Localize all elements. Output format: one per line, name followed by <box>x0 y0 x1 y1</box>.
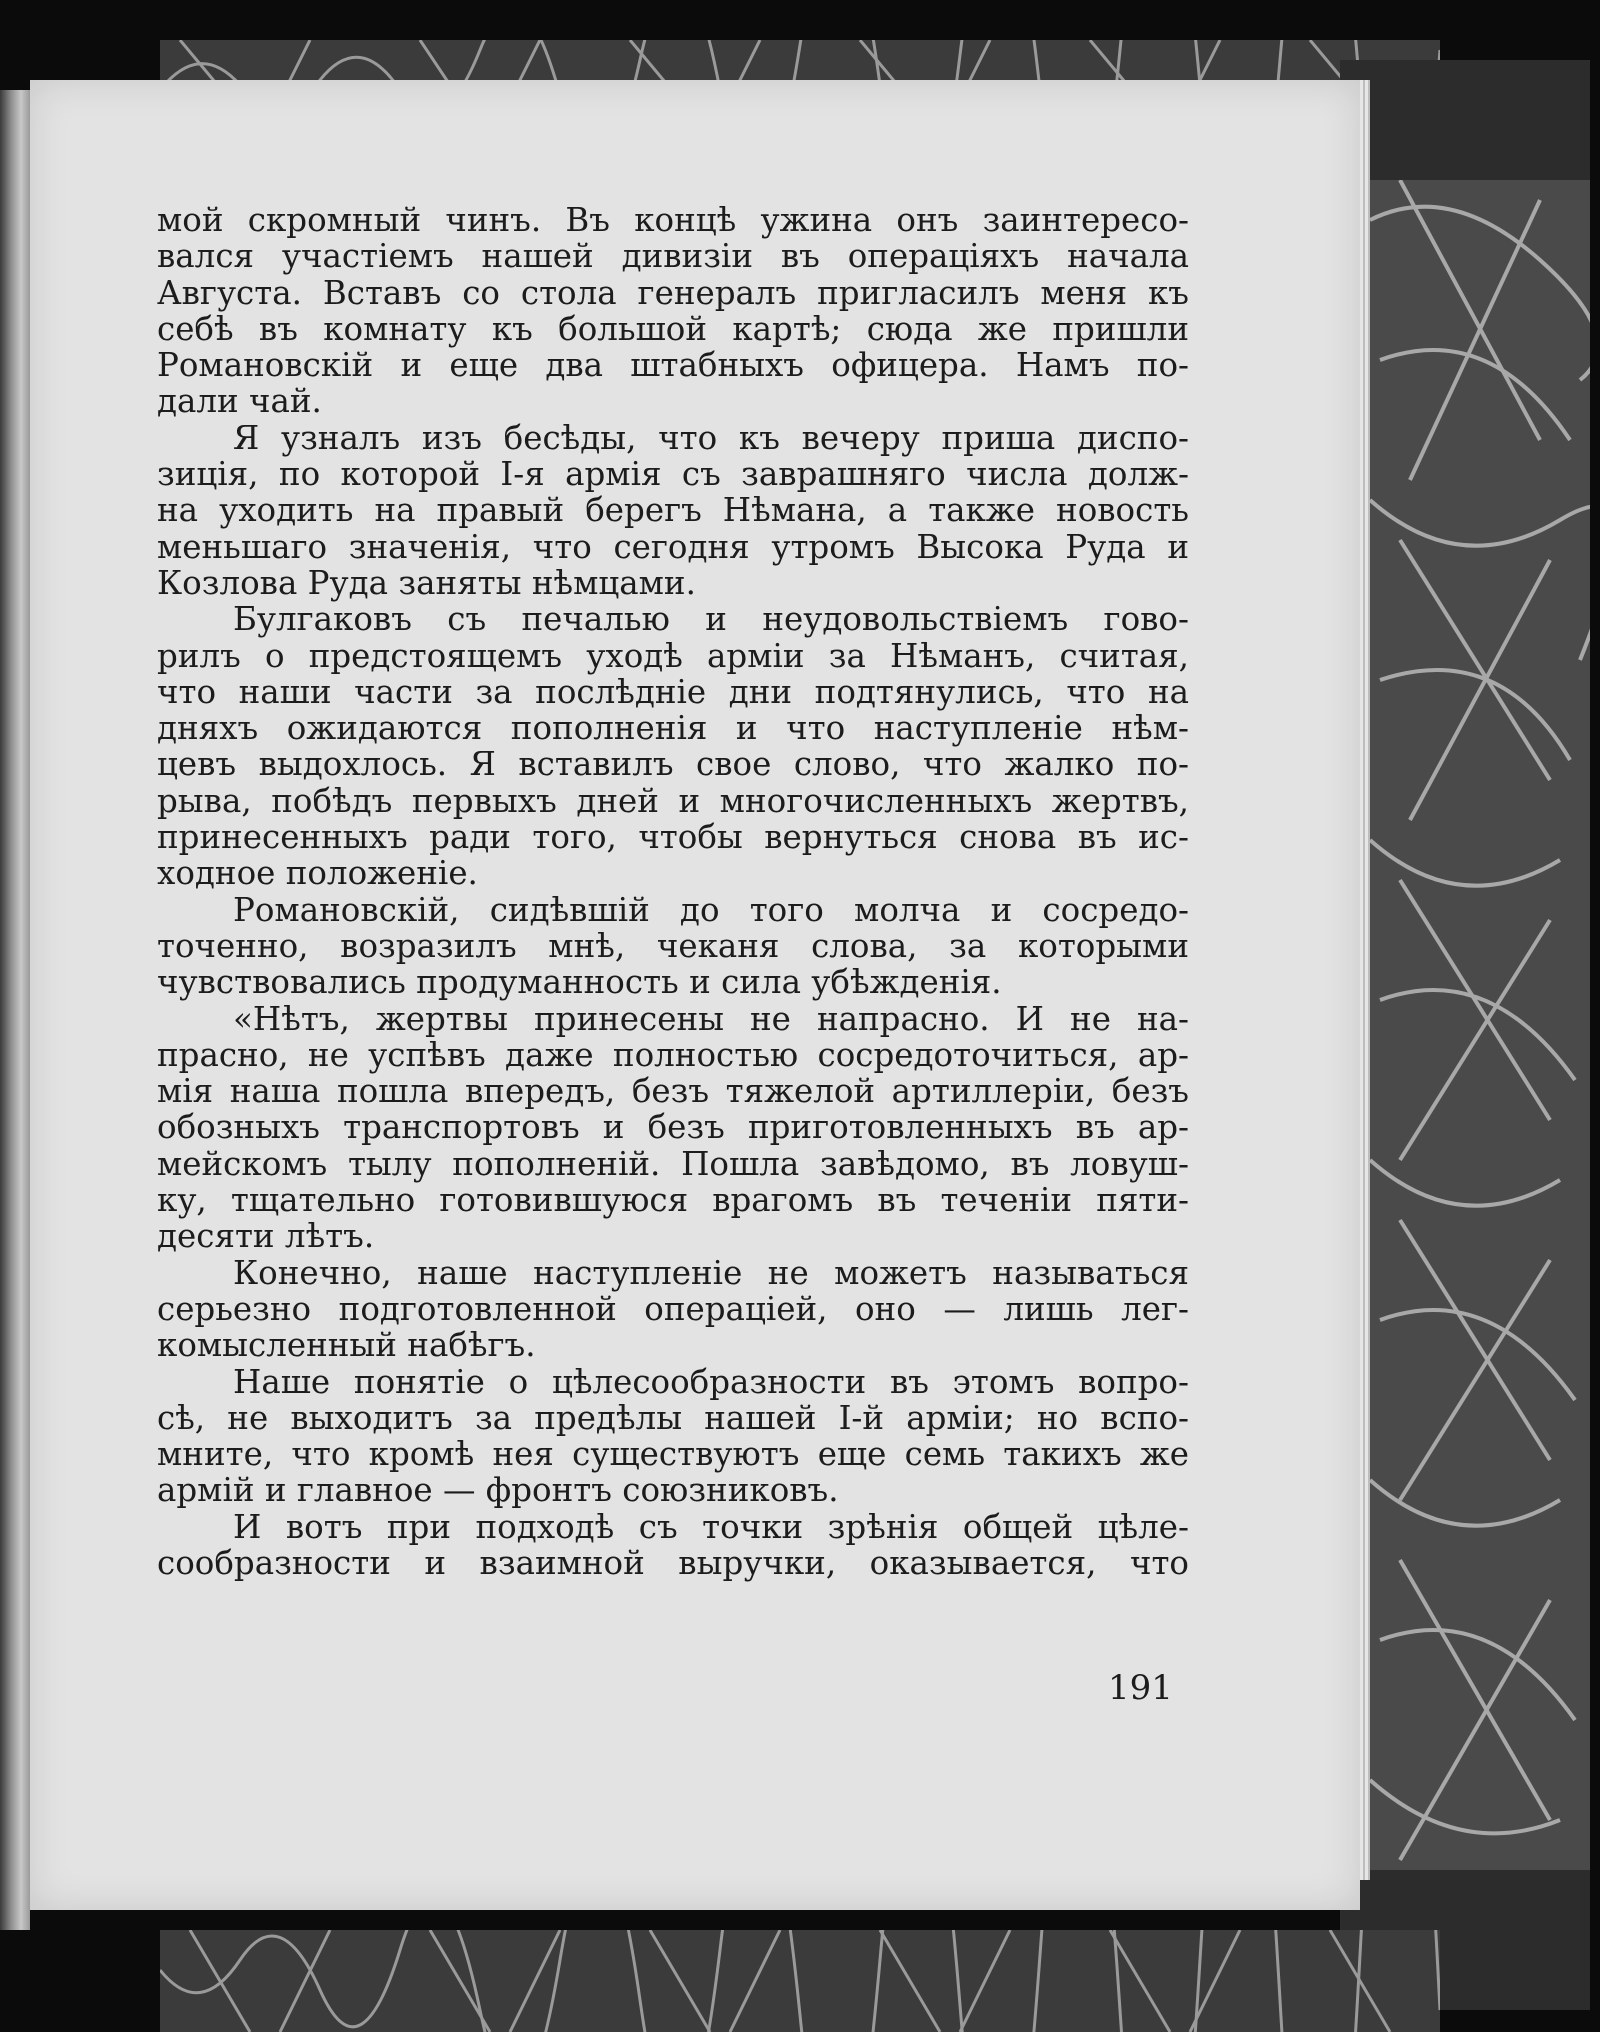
text-line: И вотъ при подходѣ съ точки зрѣнія общей цѣле- <box>233 1507 1189 1546</box>
book-cover-right <box>1340 60 1590 2010</box>
text-line: точенно, возразилъ мнѣ, чеканя слова, за которыми <box>157 926 1189 965</box>
previous-page-edge <box>0 90 30 1930</box>
text-line: цевъ выдохлось. Я вставилъ свое слово, что жалко по- <box>157 745 1189 784</box>
text-line: себѣ въ комнату къ большой картѣ; сюда же пришли <box>157 309 1189 348</box>
text-line: Романовскій, сидѣвшій до того молча и сосредо- <box>233 890 1189 929</box>
text-line: прасно, не успѣвъ даже полностью сосредоточиться, ар- <box>157 1035 1189 1074</box>
text-line: Романовскій и еще два штабныхъ офицера. Намъ по- <box>157 346 1189 385</box>
text-line: мейскомъ тылу пополненій. Пошла завѣдомо, въ ловуш- <box>157 1144 1189 1183</box>
text-line: сообразности и взаимной выручки, оказывается, что <box>157 1543 1189 1582</box>
text-line: мните, что кромѣ нея существуютъ еще семь такихъ же <box>157 1435 1189 1474</box>
text-line: ходное положеніе. <box>157 854 478 893</box>
text-line: Наше понятіе о цѣлесообразности въ этомъ вопро- <box>233 1362 1189 1401</box>
text-line: ку, тщательно готовившуюся врагомъ въ теченіи пяти- <box>157 1181 1189 1220</box>
text-line: зиція, по которой I-я армія съ заврашняго числа долж- <box>157 455 1189 494</box>
text-line: Я узналъ изъ бесѣды, что къ вечеру приша диспо- <box>233 418 1189 457</box>
text-line: дняхъ ожидаются пополненія и что наступленіе нѣм- <box>157 709 1189 748</box>
text-line: чувствовались продуманность и сила убѣжденія. <box>157 963 1002 1002</box>
text-line: «Нѣтъ, жертвы принесены не напрасно. И не на- <box>233 999 1189 1038</box>
page-body-text <box>157 202 1189 1581</box>
text-line: обозныхъ транспортовъ и безъ приготовленныхъ въ ар- <box>157 1108 1189 1147</box>
text-line: Булгаковъ съ печалью и неудовольствіемъ гово- <box>233 600 1189 639</box>
text-line: на уходить на правый берегъ Нѣмана, а также новость <box>157 491 1189 530</box>
text-line: дали чай. <box>157 382 322 421</box>
text-line: принесенныхъ ради того, чтобы вернуться снова въ ис- <box>157 818 1189 857</box>
text-line: комысленный набѣгъ. <box>157 1326 536 1365</box>
marble-pattern-right <box>1340 60 1590 2010</box>
text-line: сѣ, не выходитъ за предѣлы нашей I-й арміи; но вспо- <box>157 1398 1189 1437</box>
marbled-endpaper-bottom <box>160 1930 1440 2032</box>
text-line: серьезно подготовленной операціей, оно — лишь лег- <box>157 1289 1189 1328</box>
text-line: армій и главное — фронтъ союзниковъ. <box>157 1471 839 1510</box>
text-line: Козлова Руда заняты нѣмцами. <box>157 563 696 602</box>
text-line: Августа. Вставъ со стола генералъ пригласилъ меня къ <box>157 273 1189 312</box>
text-line: меньшаго значенія, что сегодня утромъ Высока Руда и <box>157 527 1189 566</box>
text-line: мой скромный чинъ. Въ концѣ ужина онъ заинтересо- <box>157 201 1189 239</box>
text-line: Конечно, наше наступленіе не можетъ называться <box>233 1253 1189 1292</box>
marble-pattern-bottom <box>160 1930 1440 2032</box>
text-line: что наши части за послѣдніе дни подтянулись, что на <box>157 672 1189 711</box>
text-line: десяти лѣтъ. <box>157 1217 375 1256</box>
page-number: 191 <box>1108 1668 1173 1708</box>
book-page <box>30 80 1360 1910</box>
text-line: вался участіемъ нашей дивизіи въ операціяхъ начала <box>157 237 1189 276</box>
text-line: рыва, побѣдъ первыхъ дней и многочисленныхъ жертвъ, <box>157 781 1189 820</box>
text-line: мія наша пошла впередъ, безъ тяжелой артиллеріи, безъ <box>157 1072 1189 1111</box>
text-line: рилъ о предстоящемъ уходѣ арміи за Нѣманъ, считая, <box>157 636 1189 675</box>
